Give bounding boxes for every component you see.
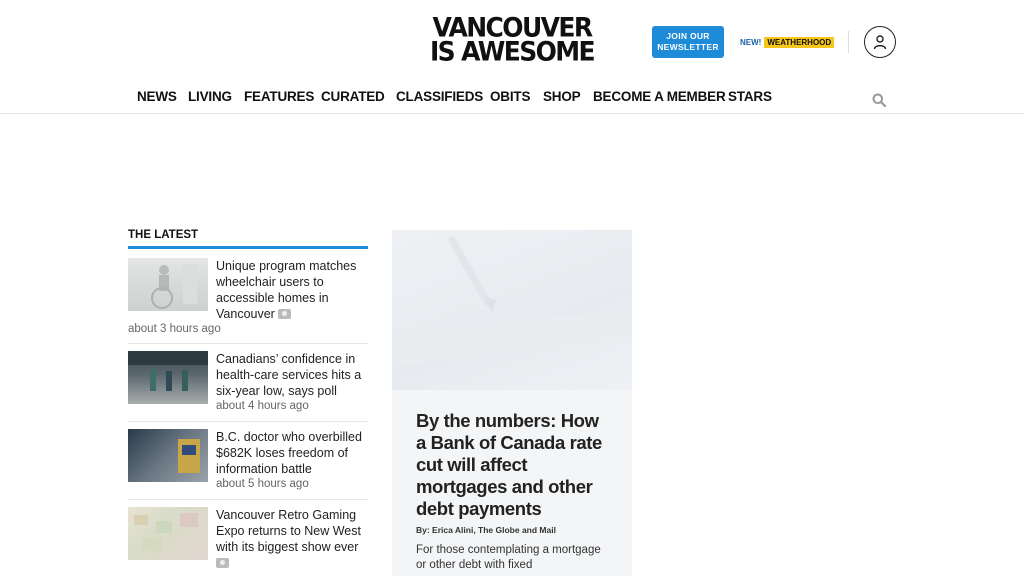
courthouse-photo bbox=[128, 429, 208, 482]
story-title[interactable]: Vancouver Retro Gaming Expo returns to New West with its biggest show ever bbox=[216, 507, 366, 571]
list-item[interactable] bbox=[128, 429, 368, 495]
featured-article-card[interactable] bbox=[392, 230, 632, 576]
story-divider bbox=[128, 499, 368, 500]
nav-item-news[interactable]: NEWS bbox=[137, 89, 177, 104]
weatherhood-new-badge: NEW! bbox=[740, 38, 762, 47]
main-nav bbox=[0, 85, 1024, 114]
list-item[interactable] bbox=[128, 507, 368, 576]
newsletter-line-2: NEWSLETTER bbox=[657, 42, 719, 52]
story-time: about 5 hours ago bbox=[216, 478, 309, 490]
camera-icon bbox=[278, 309, 291, 319]
story-time: about 3 hours ago bbox=[128, 323, 221, 335]
nav-item-become-a-member[interactable]: BECOME A MEMBER bbox=[593, 89, 726, 104]
site-logo[interactable] bbox=[420, 12, 604, 67]
header-divider bbox=[848, 31, 849, 53]
story-title[interactable]: B.C. doctor who overbilled $682K loses freedom of information battle bbox=[216, 430, 362, 476]
list-item[interactable] bbox=[128, 258, 368, 340]
newsletter-line-1: JOIN OUR bbox=[666, 31, 710, 41]
search-icon[interactable] bbox=[872, 93, 886, 107]
featured-article-title[interactable]: By the numbers: How a Bank of Canada rate cut will affect mortgages and other debt payments bbox=[416, 410, 602, 519]
gaming-expo-photo bbox=[128, 507, 208, 560]
pen-photo bbox=[392, 230, 632, 390]
nav-item-features[interactable]: FEATURES bbox=[244, 89, 315, 104]
story-time: about 4 hours ago bbox=[216, 400, 309, 412]
camera-icon bbox=[216, 558, 229, 568]
user-icon bbox=[872, 34, 888, 50]
story-thumbnail[interactable] bbox=[128, 258, 208, 311]
story-divider bbox=[128, 421, 368, 422]
nav-item-curated[interactable]: CURATED bbox=[321, 89, 385, 104]
logo-line-1: VANCOUVER bbox=[432, 12, 592, 43]
story-thumbnail[interactable] bbox=[128, 507, 208, 560]
nav-item-stars[interactable]: STARS bbox=[728, 89, 772, 104]
logo-line-2: IS AWESOME bbox=[429, 36, 595, 67]
featured-article-image[interactable] bbox=[392, 230, 632, 390]
nav-item-living[interactable]: LIVING bbox=[188, 89, 232, 104]
nav-item-classifieds[interactable]: CLASSIFIEDS bbox=[396, 89, 484, 104]
weatherhood-link[interactable] bbox=[740, 36, 834, 49]
wheelchair-photo bbox=[128, 258, 208, 311]
join-newsletter-button[interactable] bbox=[652, 26, 724, 58]
story-divider bbox=[128, 343, 368, 344]
nav-item-shop[interactable]: SHOP bbox=[543, 89, 581, 104]
featured-article-byline: By: Erica Alini, The Globe and Mail bbox=[416, 525, 556, 535]
latest-heading: THE LATEST bbox=[128, 229, 368, 249]
account-button[interactable] bbox=[864, 26, 896, 58]
nav-item-obits[interactable]: OBITS bbox=[490, 89, 531, 104]
site-header bbox=[0, 0, 1024, 85]
story-thumbnail[interactable] bbox=[128, 429, 208, 482]
story-thumbnail[interactable] bbox=[128, 351, 208, 404]
weatherhood-label: WEATHERHOOD bbox=[764, 37, 834, 48]
story-title[interactable]: Canadians’ confidence in health-care services hits a six-year low, says poll bbox=[216, 352, 362, 398]
hospital-photo bbox=[128, 351, 208, 404]
story-title[interactable]: Unique program matches wheelchair users to accessible homes in Vancouver bbox=[216, 259, 357, 321]
featured-article-excerpt: For those contemplating a mortgage or other debt with fixed bbox=[416, 544, 601, 571]
list-item[interactable] bbox=[128, 351, 368, 417]
